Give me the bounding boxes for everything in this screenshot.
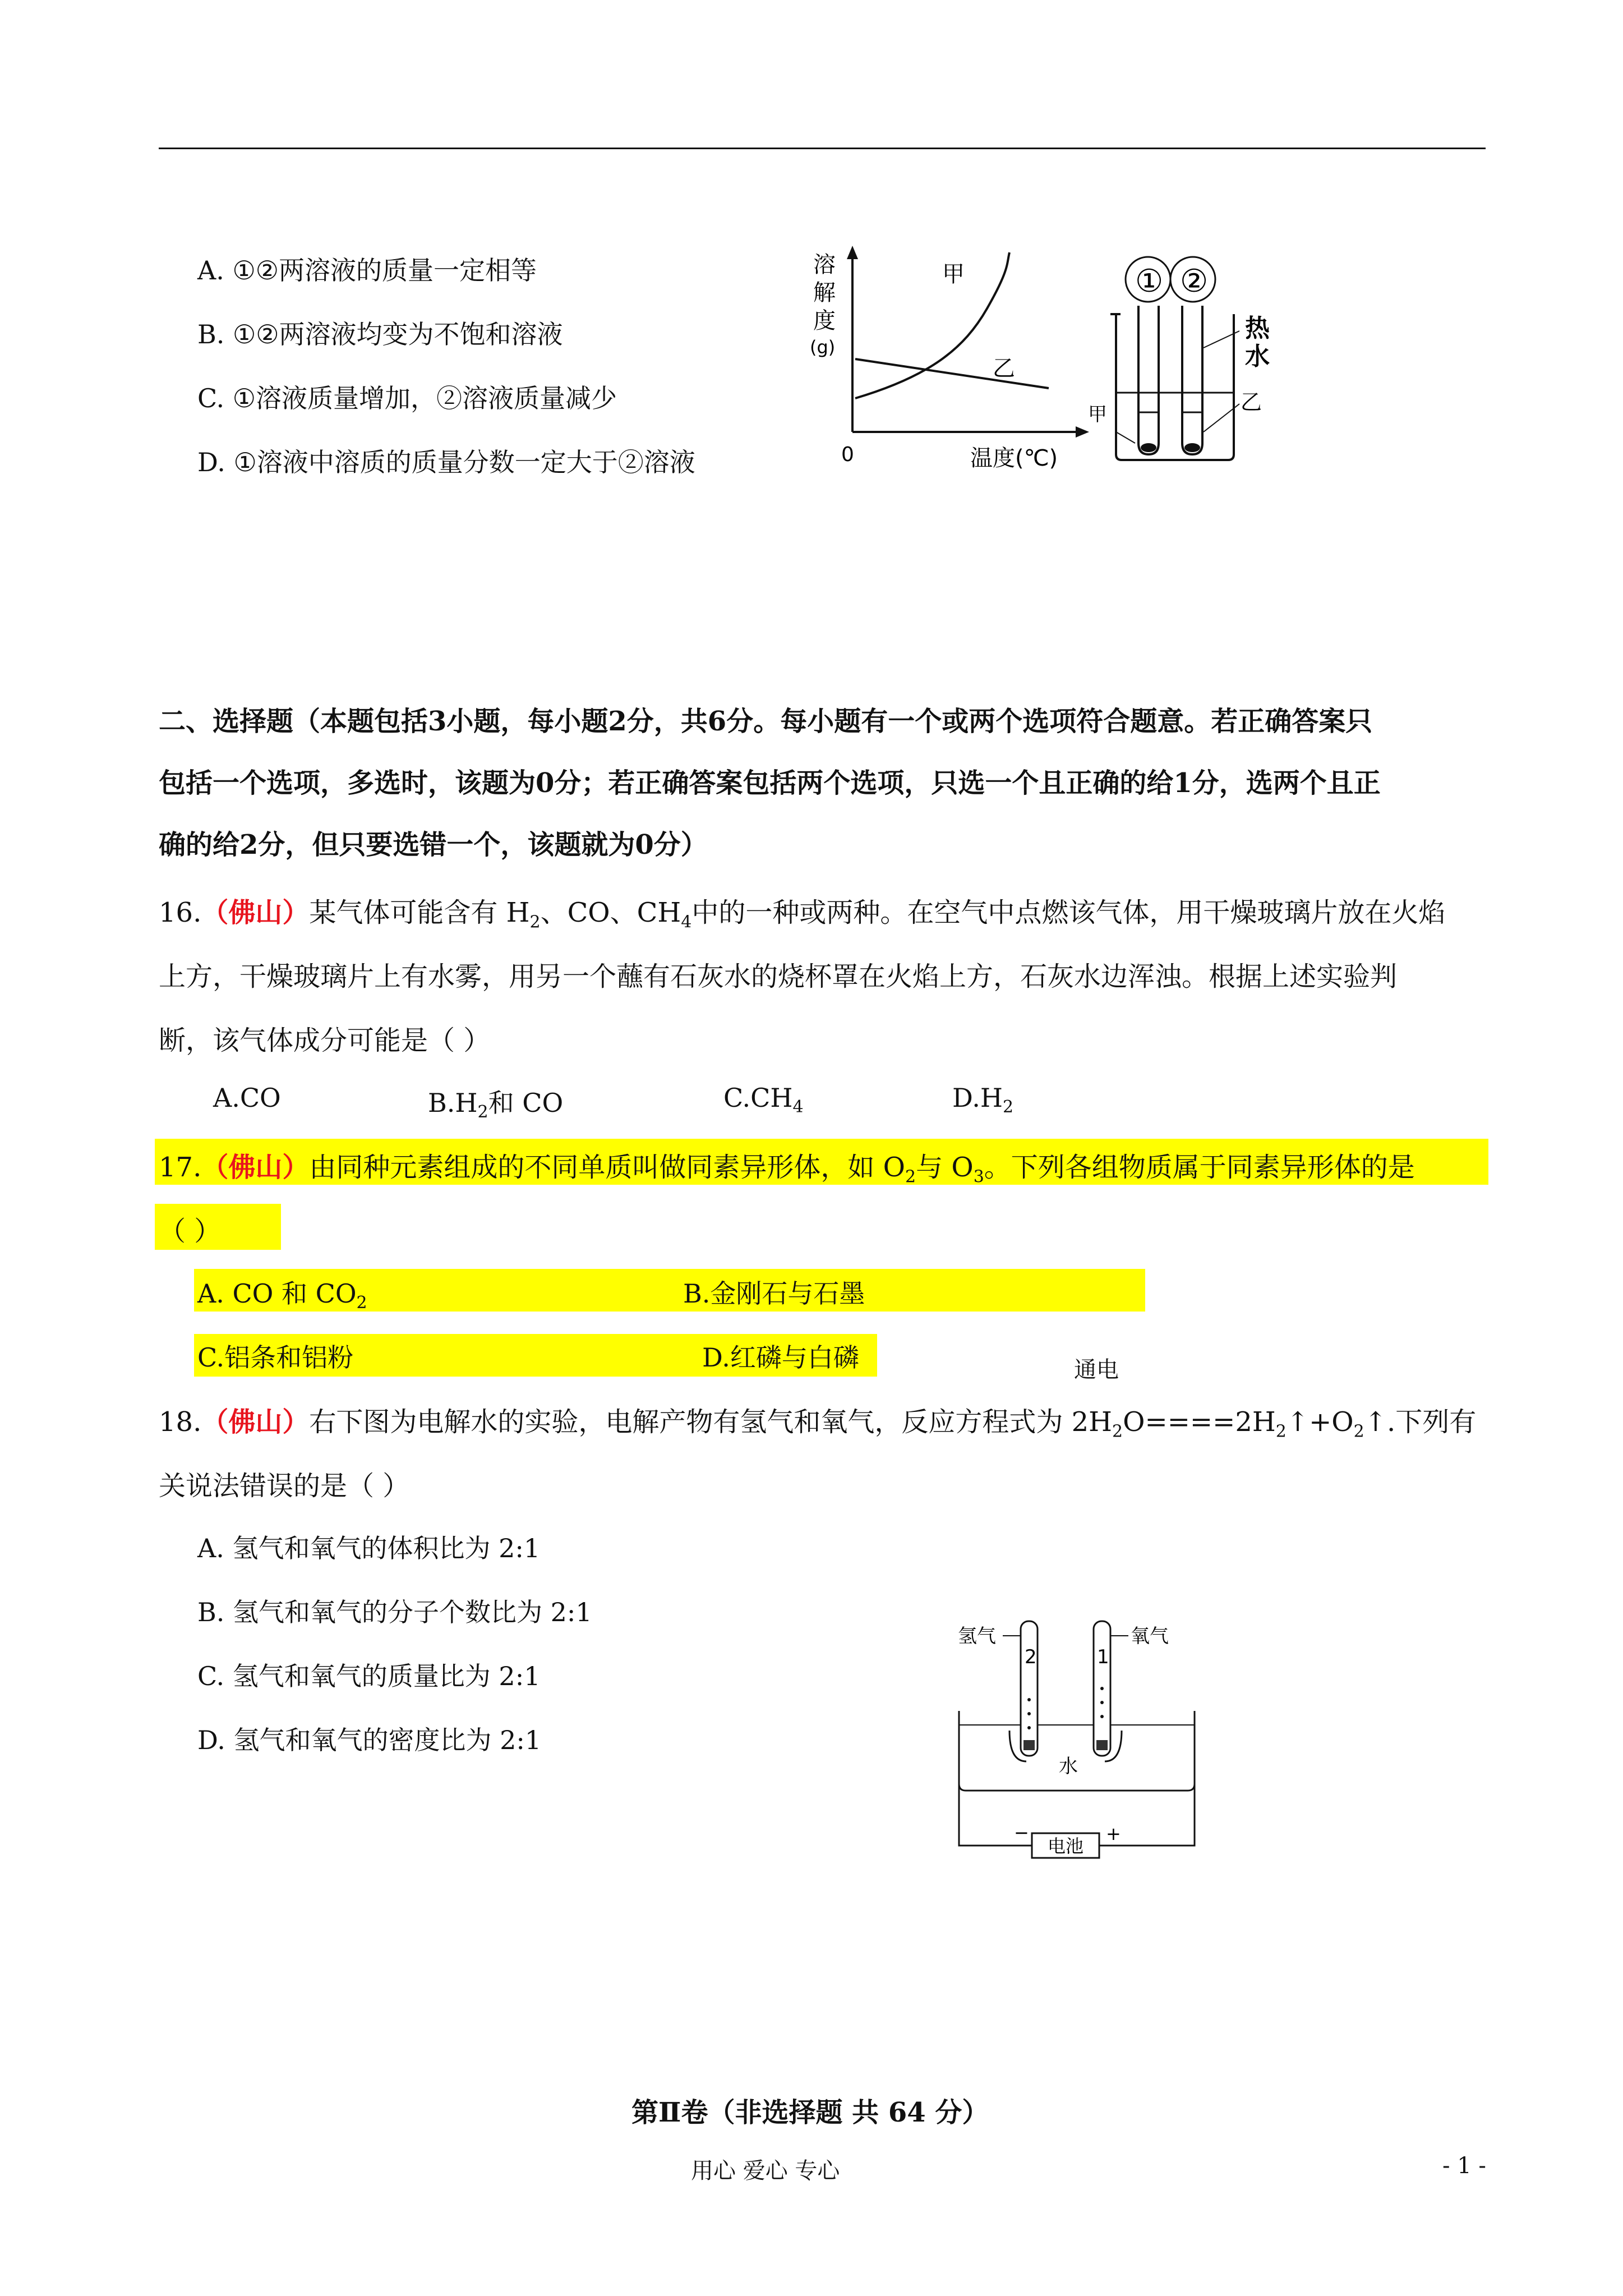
q17-line1: 17.（佛山）由同种元素组成的不同单质叫做同素异形体，如 $O_2$与 $O_3$。下列各组物质属于同素异形体的是	[159, 1152, 1415, 1187]
q15-option-b: B. ①②两溶液均变为不饱和溶液	[197, 319, 563, 349]
q16-option-d: $D.H_2$	[952, 1083, 1014, 1117]
ylabel-3: 度	[813, 308, 836, 334]
hot-water-label-1: 热	[1245, 314, 1270, 343]
electrode-left	[1023, 1740, 1035, 1750]
q18-option-b: B. 氢气和氧气的分子个数比为 2:1	[197, 1597, 592, 1627]
beaker-outline	[1116, 314, 1234, 460]
battery-minus: −	[1014, 1822, 1029, 1843]
section2-line3: 确的给2分，但只要选错一个，该题就为0分）	[159, 829, 708, 861]
curve-jia	[855, 252, 1009, 398]
header-rule	[159, 148, 1486, 149]
oxygen-label: 氧气	[1131, 1625, 1169, 1648]
ylabel-1: 溶	[813, 252, 836, 278]
q16-source: （佛山）	[201, 897, 310, 928]
electrolysis-figure	[953, 1610, 1200, 1879]
series-yi-label: 乙	[993, 356, 1015, 381]
origin-label: 0	[841, 443, 854, 466]
crystals-2	[1184, 443, 1200, 452]
label-yi: 乙	[1241, 390, 1262, 415]
q15-option-d: D. ①溶液中溶质的质量分数一定大于②溶液	[197, 447, 695, 477]
q16-line3: 断，该气体成分可能是（ ）	[159, 1025, 491, 1056]
water-trough	[959, 1711, 1195, 1791]
curve-yi	[855, 359, 1049, 388]
y-axis-arrow	[847, 246, 858, 259]
battery-plus: +	[1106, 1823, 1121, 1844]
q16-option-a: A.CO	[213, 1083, 281, 1113]
xlabel: 温度(℃)	[970, 445, 1058, 471]
section2-line1: 二、选择题（本题包括3小题，每小题2分，共6分。每小题有一个或两个选项符合题意。若正确答案只	[159, 706, 1373, 737]
tube-hydrogen	[1021, 1621, 1038, 1756]
q17-option-d: D.红磷与白磷	[702, 1342, 859, 1373]
footer-slogan: 用心 爱心 专心	[691, 2158, 840, 2184]
crystals-1	[1141, 443, 1156, 452]
hot-water-label-2: 水	[1245, 342, 1270, 371]
section2-line2: 包括一个选项，多选时，该题为0分；若正确答案包括两个选项，只选一个且正确的给1分，选两个且正	[159, 767, 1381, 799]
series-jia-label: 甲	[942, 261, 965, 287]
solubility-chart	[802, 241, 1094, 477]
q17-option-c: C.铝条和铝粉	[197, 1342, 354, 1373]
tube1-number: ①	[1135, 263, 1164, 300]
q16-line2: 上方，干燥玻璃片上有水雾，用另一个蘸有石灰水的烧杯罩在火焰上方，石灰水边浑浊。根据上述实验判	[159, 961, 1398, 992]
q16-option-b: $B.H_2$和 CO	[428, 1088, 564, 1122]
q16-option-c: $C.CH_4$	[723, 1083, 804, 1117]
q17-option-b: B.金刚石与石墨	[683, 1278, 865, 1309]
battery-label: 电池	[1048, 1835, 1084, 1857]
ylabel-2: 解	[813, 280, 836, 306]
q15-option-a: A. ①②两溶液的质量一定相等	[197, 255, 537, 286]
q17-source: （佛山）	[201, 1152, 310, 1183]
tube-left-number: 2	[1025, 1646, 1037, 1668]
q18-source: （佛山）	[201, 1406, 310, 1438]
test-tube-1	[1138, 306, 1159, 454]
ylabel-4: (g)	[810, 337, 836, 358]
electrode-right	[1096, 1740, 1108, 1750]
water-label: 水	[1059, 1755, 1078, 1778]
q18-line1: 18.（佛山）右下图为电解水的实验，电解产物有氢气和氧气，反应方程式为 $2H_2O====2H_2↑+O_2↑$.下列有	[159, 1406, 1477, 1442]
q18-option-a: A. 氢气和氧气的体积比为 2:1	[197, 1533, 541, 1563]
q18-line2: 关说法错误的是（ ）	[159, 1470, 410, 1502]
q17-line2: （ ）	[159, 1216, 222, 1247]
q18-option-d: D. 氢气和氧气的密度比为 2:1	[197, 1725, 542, 1755]
part2-title: 第Ⅱ卷（非选择题 共 64 分）	[631, 2097, 989, 2128]
tube-right-number: 1	[1097, 1646, 1109, 1668]
q18-option-c: C. 氢气和氧气的质量比为 2:1	[197, 1661, 541, 1691]
q16-line1: 16.（佛山）某气体可能含有 $H_2$、CO、$CH_4$中的一种或两种。在空气中点燃该气体，用干燥玻璃片放在火焰	[159, 897, 1446, 932]
q17-option-a: A. CO 和 $CO_2$	[197, 1278, 367, 1313]
q18-tongdian: 通电	[1074, 1357, 1119, 1383]
hydrogen-label: 氢气	[958, 1625, 996, 1648]
test-tube-2	[1182, 306, 1202, 454]
beaker-figure	[1077, 252, 1312, 477]
label-jia: 甲	[1088, 403, 1107, 426]
q15-option-c: C. ①溶液质量增加，②溶液质量减少	[197, 383, 617, 413]
tube2-number: ②	[1180, 263, 1209, 300]
page-number: - 1 -	[1442, 2153, 1486, 2179]
